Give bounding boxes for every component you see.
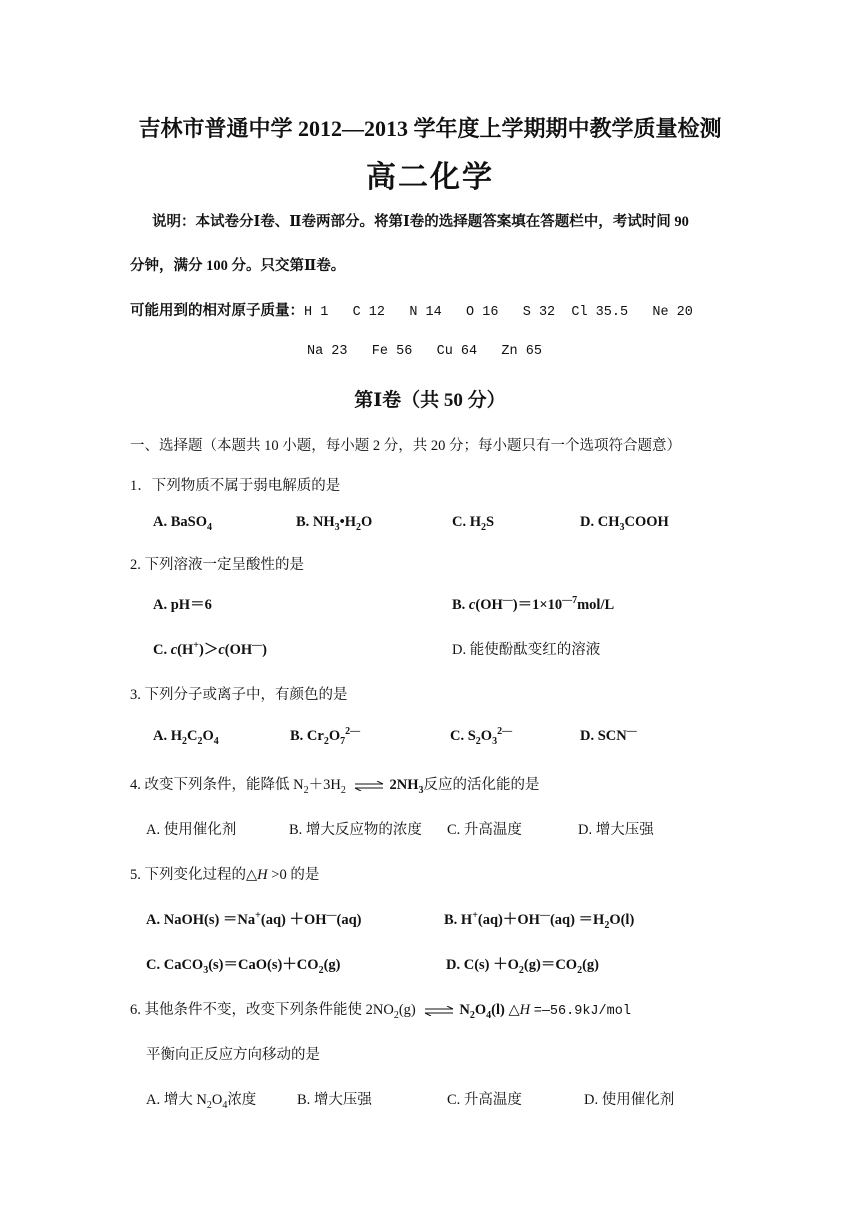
atomic-mass-label: 可能用到的相对原子质量：	[130, 303, 304, 319]
q5-stem-pre: 5. 下列变化过程的△	[130, 867, 258, 883]
exam-title: 吉林市普通中学 2012—2013 学年度上学期期中教学质量检测	[138, 116, 722, 141]
q3-option-a: A. $H_2C_2O_4$	[153, 728, 219, 747]
part-heading: 一、选择题（本题共 10 小题，每小题 2 分，共 20 分；每小题只有一个选项符合题意）	[130, 438, 681, 454]
instructions-line2: 分钟，满分 100 分。只交第Ⅱ卷。	[130, 258, 346, 274]
q4-option-a: A. 使用催化剂	[146, 822, 237, 838]
question-1-stem: 1．下列物质不属于弱电解质的是	[130, 478, 341, 494]
instructions-line1: 说明：本试卷分Ⅰ卷、Ⅱ卷两部分。将第Ⅰ卷的选择题答案填在答题栏中，考试时间 90	[152, 214, 689, 230]
subject-title: 高二化学	[366, 161, 494, 194]
q1-option-d: D. $CH_3COOH$	[580, 514, 669, 533]
question-6-stem: 6. 其他条件不变，改变下列条件能使 $2NO_2(g)$ $N_2O_4(l)$ △H =—56.9kJ/mol	[130, 1002, 631, 1021]
equilibrium-arrow-icon	[353, 781, 385, 791]
question-6-stem-line2: 平衡向正反应方向移动的是	[146, 1047, 320, 1063]
q4-option-c: C. 升高温度	[447, 822, 522, 838]
question-5-stem: 5. 下列变化过程的△H >0 的是	[130, 867, 320, 883]
q6-enthalpy: =—56.9kJ/mol	[533, 1004, 631, 1019]
q2-option-b: B. $c(OH^—)=1\times 10^{—7}mol/L$	[452, 595, 615, 613]
q5-option-c: C. $CaCO_3(s)=CaO(s)+CO_2(g)$	[146, 957, 341, 976]
q5-option-a: A. NaOH(s) ＝Na+(aq) ＋OH—(aq)	[146, 910, 362, 928]
q5-option-b: B. $H^+(aq)+OH^—(aq) =H_2O(l)$	[444, 910, 635, 931]
atomic-mass-line1	[130, 299, 693, 320]
q6-option-c: C. 升高温度	[447, 1092, 522, 1108]
section-title: 第Ⅰ卷（共 50 分）	[354, 390, 506, 411]
atomic-mass-values-2: Na 23 Fe 56 Cu 64 Zn 65	[307, 344, 542, 359]
q3-option-b: B. $Cr_2O_7^{2—}$	[290, 726, 361, 747]
q1-option-a: A. BaSO$_4$	[153, 514, 212, 533]
q1-option-c: C. $H_2S$	[452, 514, 495, 533]
q6-option-a-text: A. 增大 N	[146, 1092, 207, 1108]
q2-option-d: D. 能使酚酞变红的溶液	[452, 642, 601, 658]
q6-stem-pre: 6. 其他条件不变，改变下列条件能使 2NO	[130, 1002, 394, 1018]
q4-stem-pre: 4. 改变下列条件，能降低 N	[130, 777, 304, 793]
question-4-stem: 4. 改变下列条件，能降低 $N_2+3H_2$ $2NH_3$反应的活化能的是	[130, 777, 540, 796]
question-2-stem: 2. 下列溶液一定呈酸性的是	[130, 557, 304, 573]
q6-option-b: B. 增大压强	[297, 1092, 372, 1108]
q1-option-b: B. $NH_3•H_2O$	[296, 514, 373, 533]
q3-option-c: C. $S_2O_3^{2—}$	[450, 726, 513, 747]
q3-option-d: D. SCN—	[580, 726, 637, 744]
q2-option-c: C. c(H+)＞c(OH—)	[153, 640, 267, 658]
q5-stem-post: >0 的是	[267, 867, 320, 883]
q2-option-a: A. pH＝6	[153, 597, 212, 613]
q5-option-d: D. $C(s) +O_2(g)=CO_2(g)$	[446, 957, 599, 976]
q4-option-d: D. 增大压强	[578, 822, 654, 838]
equilibrium-arrow-icon	[423, 1006, 455, 1016]
q4-stem-post: 反应的活化能的是	[423, 777, 540, 793]
q4-option-b: B. 增大反应物的浓度	[289, 822, 422, 838]
q6-option-d: D. 使用催化剂	[584, 1092, 675, 1108]
q6-option-a: A. 增大 $N_2O_4$浓度	[146, 1092, 257, 1111]
question-3-stem: 3. 下列分子或离子中，有颜色的是	[130, 687, 348, 703]
atomic-mass-values-1: H 1 C 12 N 14 O 16 S 32 Cl 35.5 Ne 20	[304, 305, 693, 320]
